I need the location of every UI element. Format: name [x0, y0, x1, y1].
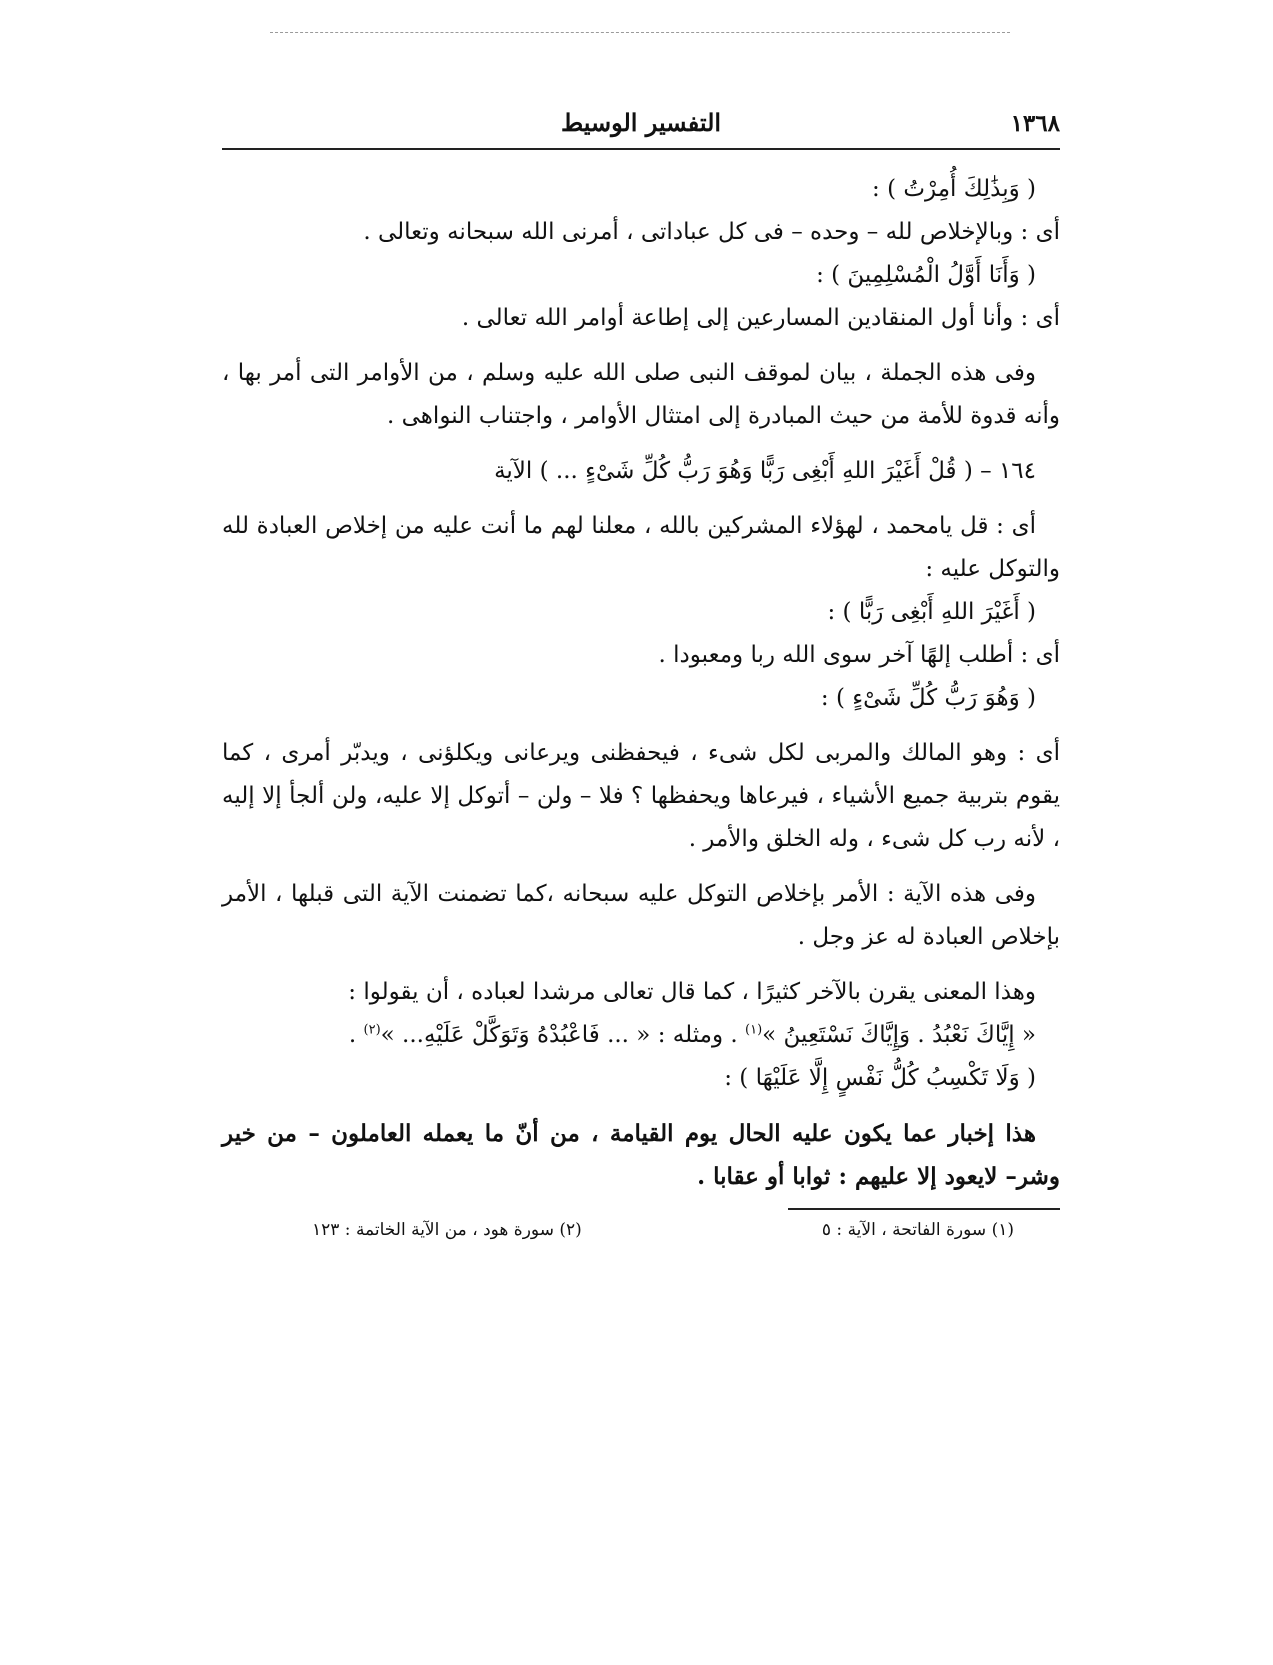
verse-quote: ( وَهُوَ رَبُّ كُلِّ شَىْءٍ ) :	[820, 685, 1036, 711]
page-number: ١٣٦٨	[1010, 110, 1060, 137]
verse-citation-1: « إِيَّاكَ نَعْبُدُ . وَإِيَّاكَ نَسْتَعِينُ »	[762, 1022, 1036, 1048]
verse-citation-end: .	[348, 1022, 364, 1048]
commentary-paragraph: أى : قل يامحمد ، لهؤلاء المشركين بالله ، معلنا لهم ما أنت عليه من إخلاص العبادة لله والتوكل عليه :	[222, 513, 1060, 582]
commentary-paragraph: أى : وهو المالك والمربى لكل شىء ، فيحفظنى ويرعانى ويكلؤنى ، ويدبّر أمرى ، كما يقوم بتربية جميع الأشياء ، فيرعاها ويحفظها ؟ فلا – ولن – أتوكل إلا عليه، ولن ألجأ إلا إليه ، لأنه رب كل شىء ، وله الخلق والأمر .	[222, 740, 1060, 852]
commentary-paragraph: أى : وبالإخلاص لله – وحده – فى كل عباداتى ، أمرنى الله سبحانه وتعالى .	[363, 219, 1060, 245]
commentary-paragraph: أى : وأنا أول المنقادين المسارعين إلى إطاعة أوامر الله تعالى .	[461, 305, 1060, 331]
scan-edge-line	[270, 32, 1010, 33]
verse-heading: ١٦٤ – ( قُلْ أَغَيْرَ اللهِ أَبْغِى رَبًّا وَهُوَ رَبُّ كُلِّ شَىْءٍ ... ) الآية	[494, 458, 1036, 484]
footnote-ref-2: (٢)	[363, 1022, 381, 1038]
footnote-2: (٢) سورة هود ، من الآية الخاتمة : ١٢٣	[312, 1220, 582, 1240]
footnote-1: (١) سورة الفاتحة ، الآية : ٥	[821, 1220, 1014, 1240]
commentary-paragraph: وفى هذه الجملة ، بيان لموقف النبى صلى الله عليه وسلم ، من الأوامر التى أمر بها ، وأنه قدوة للأمة من حيث المبادرة إلى امتثال الأوامر ، واجتناب النواهى .	[222, 360, 1060, 429]
commentary-paragraph: هذا إخبار عما يكون عليه الحال يوم القيامة ، من أنّ ما يعمله العاملون – من خير وشر– لايعود إلا عليهم : ثوابا أو عقابا .	[222, 1120, 1060, 1190]
verse-quote: ( أَغَيْرَ اللهِ أَبْغِى رَبًّا ) :	[827, 599, 1036, 625]
footnote-ref-1: (١)	[745, 1022, 763, 1038]
verse-quote: ( وَأَنَا أَوَّلُ الْمُسْلِمِينَ ) :	[816, 262, 1036, 288]
verse-quote: ( وَبِذَٰلِكَ أُمِرْتُ ) :	[872, 176, 1036, 202]
commentary-paragraph: وهذا المعنى يقرن بالآخر كثيرًا ، كما قال تعالى مرشدا لعباده ، أن يقولوا :	[348, 979, 1036, 1005]
footnotes	[222, 1208, 1060, 1248]
verse-citation-line	[222, 1014, 1060, 1057]
book-page	[222, 104, 1060, 1248]
commentary-paragraph: أى : أطلب إلهًا آخر سوى الله ربا ومعبودا .	[658, 642, 1060, 668]
running-title: التفسير الوسيط	[560, 108, 722, 137]
verse-quote: ( وَلَا تَكْسِبُ كُلُّ نَفْسٍ إِلَّا عَلَيْهَا ) :	[724, 1065, 1036, 1091]
page-header	[222, 104, 1060, 150]
footnote-rule	[788, 1208, 1060, 1210]
verse-citation-2: . ومثله : « ... فَاعْبُدْهُ وَتَوَكَّلْ عَلَيْهِ... »	[380, 1022, 745, 1048]
commentary-paragraph: وفى هذه الآية : الأمر بإخلاص التوكل عليه سبحانه ،كما تضمنت الآية التى قبلها ، الأمر بإخلاص العبادة له عز وجل .	[222, 881, 1060, 950]
page-body	[222, 168, 1060, 1198]
